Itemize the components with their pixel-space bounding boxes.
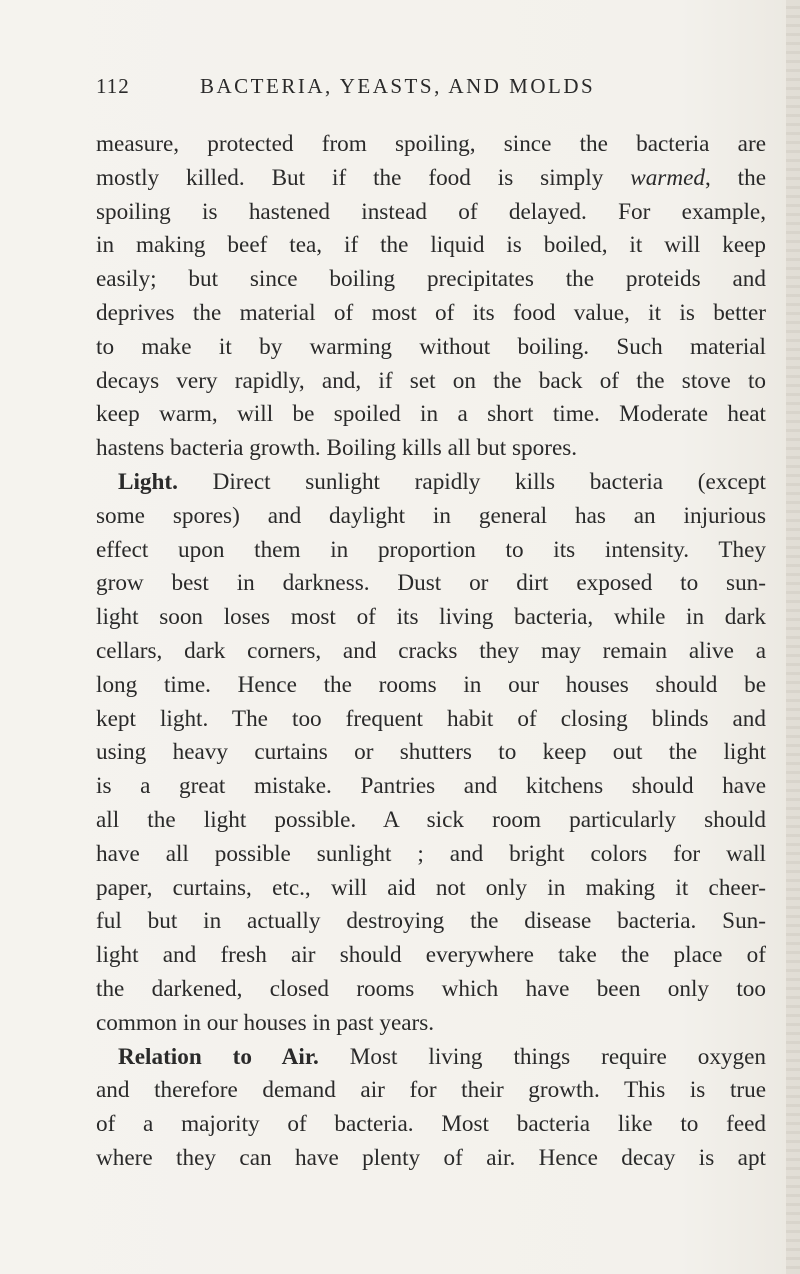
text-line: effect upon them in proportion to its intensity. They bbox=[96, 536, 766, 563]
page-edge bbox=[786, 0, 800, 1274]
text-line: using heavy curtains or shutters to keep out the light bbox=[96, 739, 766, 766]
text-line: where they can have plenty of air. Hence decay is apt bbox=[96, 1144, 766, 1171]
emphasis: warmed bbox=[630, 164, 705, 191]
section-heading: Relation to Air. bbox=[118, 1043, 319, 1070]
text-line: in making beef tea, if the liquid is boiled, it will keep bbox=[96, 232, 766, 259]
text-line: decays very rapidly, and, if set on the back of the stove to bbox=[96, 367, 766, 394]
body-text bbox=[96, 128, 766, 1176]
text-line: paper, curtains, etc., will aid not only in making it cheer- bbox=[96, 874, 766, 901]
text-line: hastens bacteria growth. Boiling kills all but spores. bbox=[96, 435, 578, 462]
text-line: all the light possible. A sick room particularly should bbox=[96, 806, 766, 833]
page-number: 112 bbox=[96, 74, 130, 98]
text-line: light and fresh air should everywhere take the place of bbox=[96, 942, 766, 969]
text-line: ful but in actually destroying the disease bacteria. Sun- bbox=[96, 908, 766, 935]
text-line: grow best in darkness. Dust or dirt exposed to sun- bbox=[96, 570, 766, 597]
text-line: some spores) and daylight in general has an injurious bbox=[96, 502, 766, 529]
text-line: kept light. The too frequent habit of closing blinds and bbox=[96, 705, 766, 732]
text-line: have all possible sunlight ; and bright colors for wall bbox=[96, 840, 766, 867]
text-line: light soon loses most of its living bacteria, while in dark bbox=[96, 604, 766, 631]
text-line: long time. Hence the rooms in our houses should be bbox=[96, 671, 766, 698]
text-line: measure, protected from spoiling, since the bacteria are bbox=[96, 131, 766, 157]
text-line: is a great mistake. Pantries and kitchens should have bbox=[96, 773, 766, 800]
text-line: spoiling is hastened instead of delayed. For example, bbox=[96, 198, 766, 225]
text-line: Relation to Air. Most living things require oxygen bbox=[118, 1043, 766, 1070]
section-heading: Light. bbox=[118, 468, 178, 495]
text-line: Light. Direct sunlight rapidly kills bacteria (except bbox=[118, 468, 766, 495]
running-head: BACTERIA, YEASTS, AND MOLDS bbox=[200, 74, 596, 98]
text-line: cellars, dark corners, and cracks they may remain alive a bbox=[96, 637, 766, 664]
text-line: the darkened, closed rooms which have been only too bbox=[96, 975, 766, 1002]
page-header bbox=[96, 74, 746, 104]
text-line: deprives the material of most of its food value, it is better bbox=[96, 299, 766, 326]
text-line: mostly killed. But if the food is simply warmed, the bbox=[96, 164, 767, 191]
text-line: keep warm, will be spoiled in a short time. Moderate heat bbox=[96, 401, 766, 428]
text-line: easily; but since boiling precipitates the proteids and bbox=[96, 266, 766, 293]
text-line: of a majority of bacteria. Most bacteria like to feed bbox=[96, 1111, 766, 1138]
text-line: common in our houses in past years. bbox=[96, 1009, 435, 1036]
text-line: and therefore demand air for their growth. This is true bbox=[96, 1077, 766, 1104]
text-line: to make it by warming without boiling. Such material bbox=[96, 333, 766, 360]
